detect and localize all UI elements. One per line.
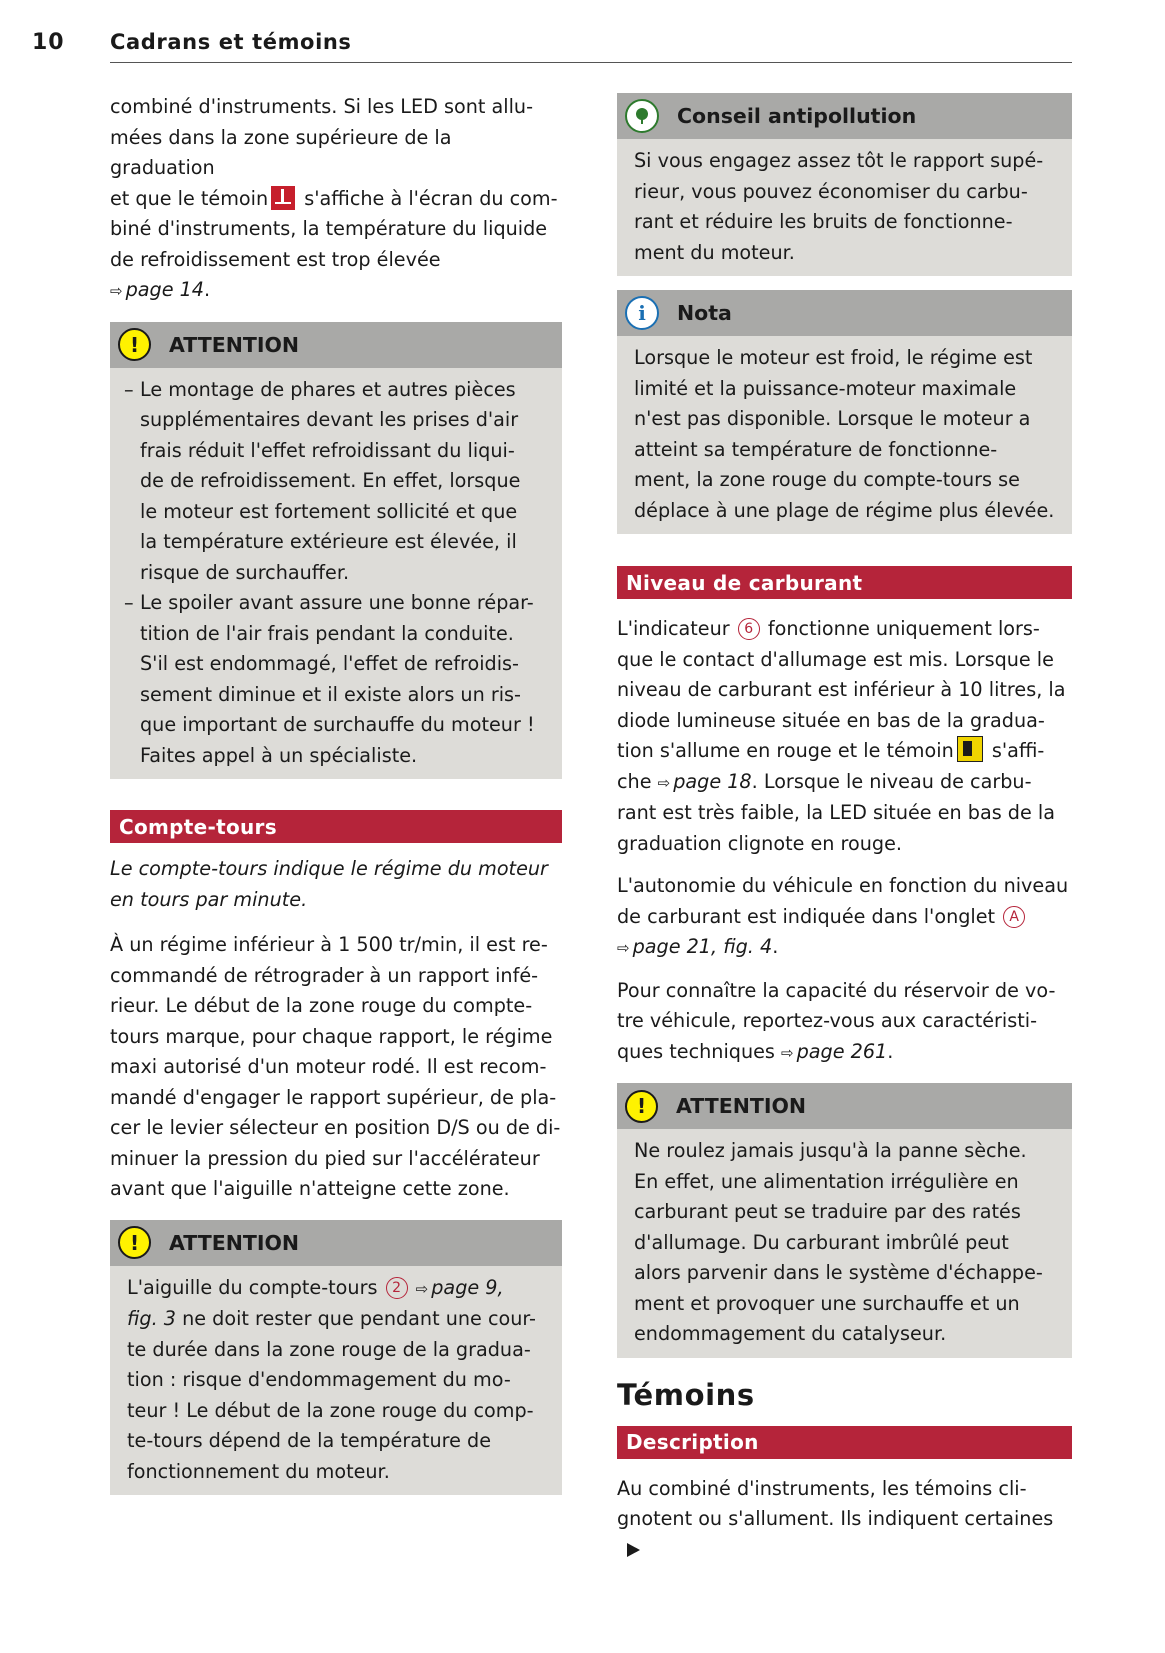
page-ref-link[interactable]: page 9, fig. 3 (127, 1275, 504, 1330)
nota-body (617, 336, 1072, 534)
page-number: 10 (32, 30, 65, 55)
attention-box-cooling (110, 322, 562, 780)
arrow-right-icon: ⇨ (617, 939, 630, 957)
attention-text: Ne roulez jamais jusqu'à la panne sèche. En effet, une alimentation irrégulière en carburant peut se traduire par des ratés d'allumage. Du carburant imbrûlé peut alors parvenir dans le système d'échappe- ment et provoquer une surchauffe et un endommagement du catalyseur. (634, 1139, 1043, 1345)
eco-tip-box (617, 93, 1072, 276)
arrow-right-icon: ⇨ (415, 1279, 429, 1298)
attention-header (110, 322, 562, 368)
intro-text-1: combiné d'instruments. Si les LED sont allu- mées dans la zone supérieure de la graduation et que le témoin (110, 95, 533, 210)
list-item-text: Le spoiler avant assure une bonne répar- tition de l'air frais pendant la conduite. S'il est endommagé, l'effet de refroidis- sement diminue et il existe alors un ris- que important de surchauffe du moteur ! Faites appel à un spécialiste. (140, 591, 535, 767)
warning-icon: ! (625, 1090, 658, 1123)
page-ref-link[interactable]: page 18 (673, 769, 752, 793)
eco-tip-header (617, 93, 1072, 139)
coolant-temperature-icon (271, 186, 295, 210)
eco-tip-text: Si vous engagez assez tôt le rapport supé- rieur, vous pouvez économiser du carbu- rant et réduire les bruits de fonctionne- ment du moteur. (634, 149, 1044, 264)
continue-arrow-icon (627, 1543, 640, 1557)
nota-text: Lorsque le moteur est froid, le régime est limité et la puissance-moteur maximale n'est pas disponible. Lorsque le moteur a atteint sa température de fonctionne- ment, la zone rouge du compte-tours se déplace à une plage de régime plus élevée. (634, 346, 1055, 522)
attention-title: ATTENTION (676, 1094, 807, 1118)
eco-tip-body (617, 139, 1072, 276)
nota-header (617, 290, 1072, 336)
page-ref-link[interactable]: page 261 (796, 1039, 888, 1063)
warning-icon: ! (118, 328, 151, 361)
body-paragraph: À un régime inférieur à 1 500 tr/min, il est re- commandé de rétrograder à un rapport infé- rieur. Le début de la zone rouge du compte- tours marque, pour chaque rapport, le régime maxi autorisé d'un moteur rodé. Il est recom- mandé d'engager le rapport supérieur, de pla- cer le levier sélecteur en position D/S ou de di- minuer la pression du pied sur l'accélérateur avant que l'aiguille n'atteigne cette zone. (110, 933, 561, 1200)
fuel-paragraph-3: Pour connaître la capacité du réservoir de vo- tre véhicule, reportez-vous aux caractéristi- ques techniques ⇨ page 261. (617, 978, 1056, 1063)
arrow-right-icon: ⇨ (781, 1043, 794, 1062)
section-title-carburant: Niveau de carburant (617, 566, 1072, 599)
heading-temoins: Témoins (617, 1377, 755, 1412)
section-title-description: Description (617, 1426, 1072, 1459)
list-item-text: Le montage de phares et autres pièces supplémentaires devant les prises d'air frais réduit l'effet refroidissant du liqui- de de refroidissement. En effet, lorsque le moteur est fortement sollicité et que la température extérieure est élevée, il risque de surchauffer. (140, 377, 521, 584)
attention-text: L'aiguille du compte-tours 2 ⇨ page 9, fig. 3 ne doit rester que pendant une cour- te durée dans la zone rouge de la gradua- tion : risque d'endommagement du mo- teur ! Le début de la zone rouge du comp- te-tours dépend de la température de fonctionnement du moteur. (127, 1275, 536, 1483)
nota-title: Nota (677, 301, 732, 325)
warning-icon: ! (118, 1226, 151, 1259)
right-column (617, 93, 1072, 1565)
page-ref-link[interactable]: page 21, fig. 4 (632, 935, 773, 958)
page-ref-link[interactable]: page 14 (125, 278, 205, 301)
lead-paragraph: Le compte-tours indique le régime du moteur en tours par minute. (110, 857, 548, 911)
list-item: – Le spoiler avant assure une bonne répar- tition de l'air frais pendant la conduite. S'il est endommagé, l'effet de refroidis- sement diminue et il existe alors un ris- que important de surchauffe du moteur ! Faites appel à un spécialiste. (124, 588, 548, 771)
fuel-pump-icon (957, 736, 983, 762)
intro-text-2: s'affiche à l'écran du com- biné d'instruments, la température du liquide de refroidissement est trop élevée (110, 186, 558, 271)
eco-tip-title: Conseil antipollution (677, 104, 917, 128)
attention-title: ATTENTION (169, 332, 300, 357)
attention-header (617, 1083, 1072, 1129)
info-icon: i (625, 296, 659, 330)
arrow-right-icon: ⇨ (657, 773, 671, 792)
arrow-right-icon: ⇨ (110, 282, 123, 300)
attention-body (110, 368, 562, 780)
list-item: – Le montage de phares et autres pièces supplémentaires devant les prises d'air frais réduit l'effet refroidissant du liqui- de de refroidissement. En effet, lorsque le moteur est fortement sollicité et que la température extérieure est élevée, il risque de surchauffer. (124, 375, 548, 589)
callout-letter: A (1003, 906, 1025, 928)
chapter-title: Cadrans et témoins (110, 30, 352, 54)
attention-box-rpm (110, 1220, 562, 1496)
nota-box (617, 290, 1072, 534)
fuel-paragraph-2: L'autonomie du véhicule en fonction du niveau de carburant est indiquée dans l'onglet A ⇨ page 21, fig. 4. (617, 874, 1069, 958)
description-paragraph: Au combiné d'instruments, les témoins cli- gnotent ou s'allument. Ils indiquent certaines (617, 1474, 1072, 1566)
tree-icon (625, 99, 659, 133)
fuel-paragraph-1: L'indicateur 6 fonctionne uniquement lors- que le contact d'allumage est mis. Lorsque le niveau de carburant est inférieur à 10 litres, la diode lumineuse située en bas de la gradua- tion s'allume en rouge et le témoin s'affi- che ⇨ page 18. Lorsque le niveau de carbu- rant est très faible, la LED située en bas de la graduation clignote en rouge. (617, 617, 1066, 855)
intro-paragraph: combiné d'instruments. Si les LED sont allu- mées dans la zone supérieure de la graduation et que le témoin s'affiche à l'écran du com- biné d'instruments, la température du liquide de refroidissement est trop élevée ⇨ page 14. (110, 95, 558, 301)
attention-title: ATTENTION (169, 1230, 300, 1255)
attention-header (110, 1220, 562, 1266)
section-title-compte-tours: Compte-tours (110, 810, 562, 843)
attention-body (110, 1266, 562, 1496)
attention-body (617, 1129, 1072, 1358)
attention-box-fuel (617, 1083, 1072, 1358)
callout-number: 2 (386, 1277, 408, 1299)
left-column (110, 92, 562, 1495)
header-rule (110, 62, 1072, 63)
callout-number: 6 (738, 618, 760, 640)
